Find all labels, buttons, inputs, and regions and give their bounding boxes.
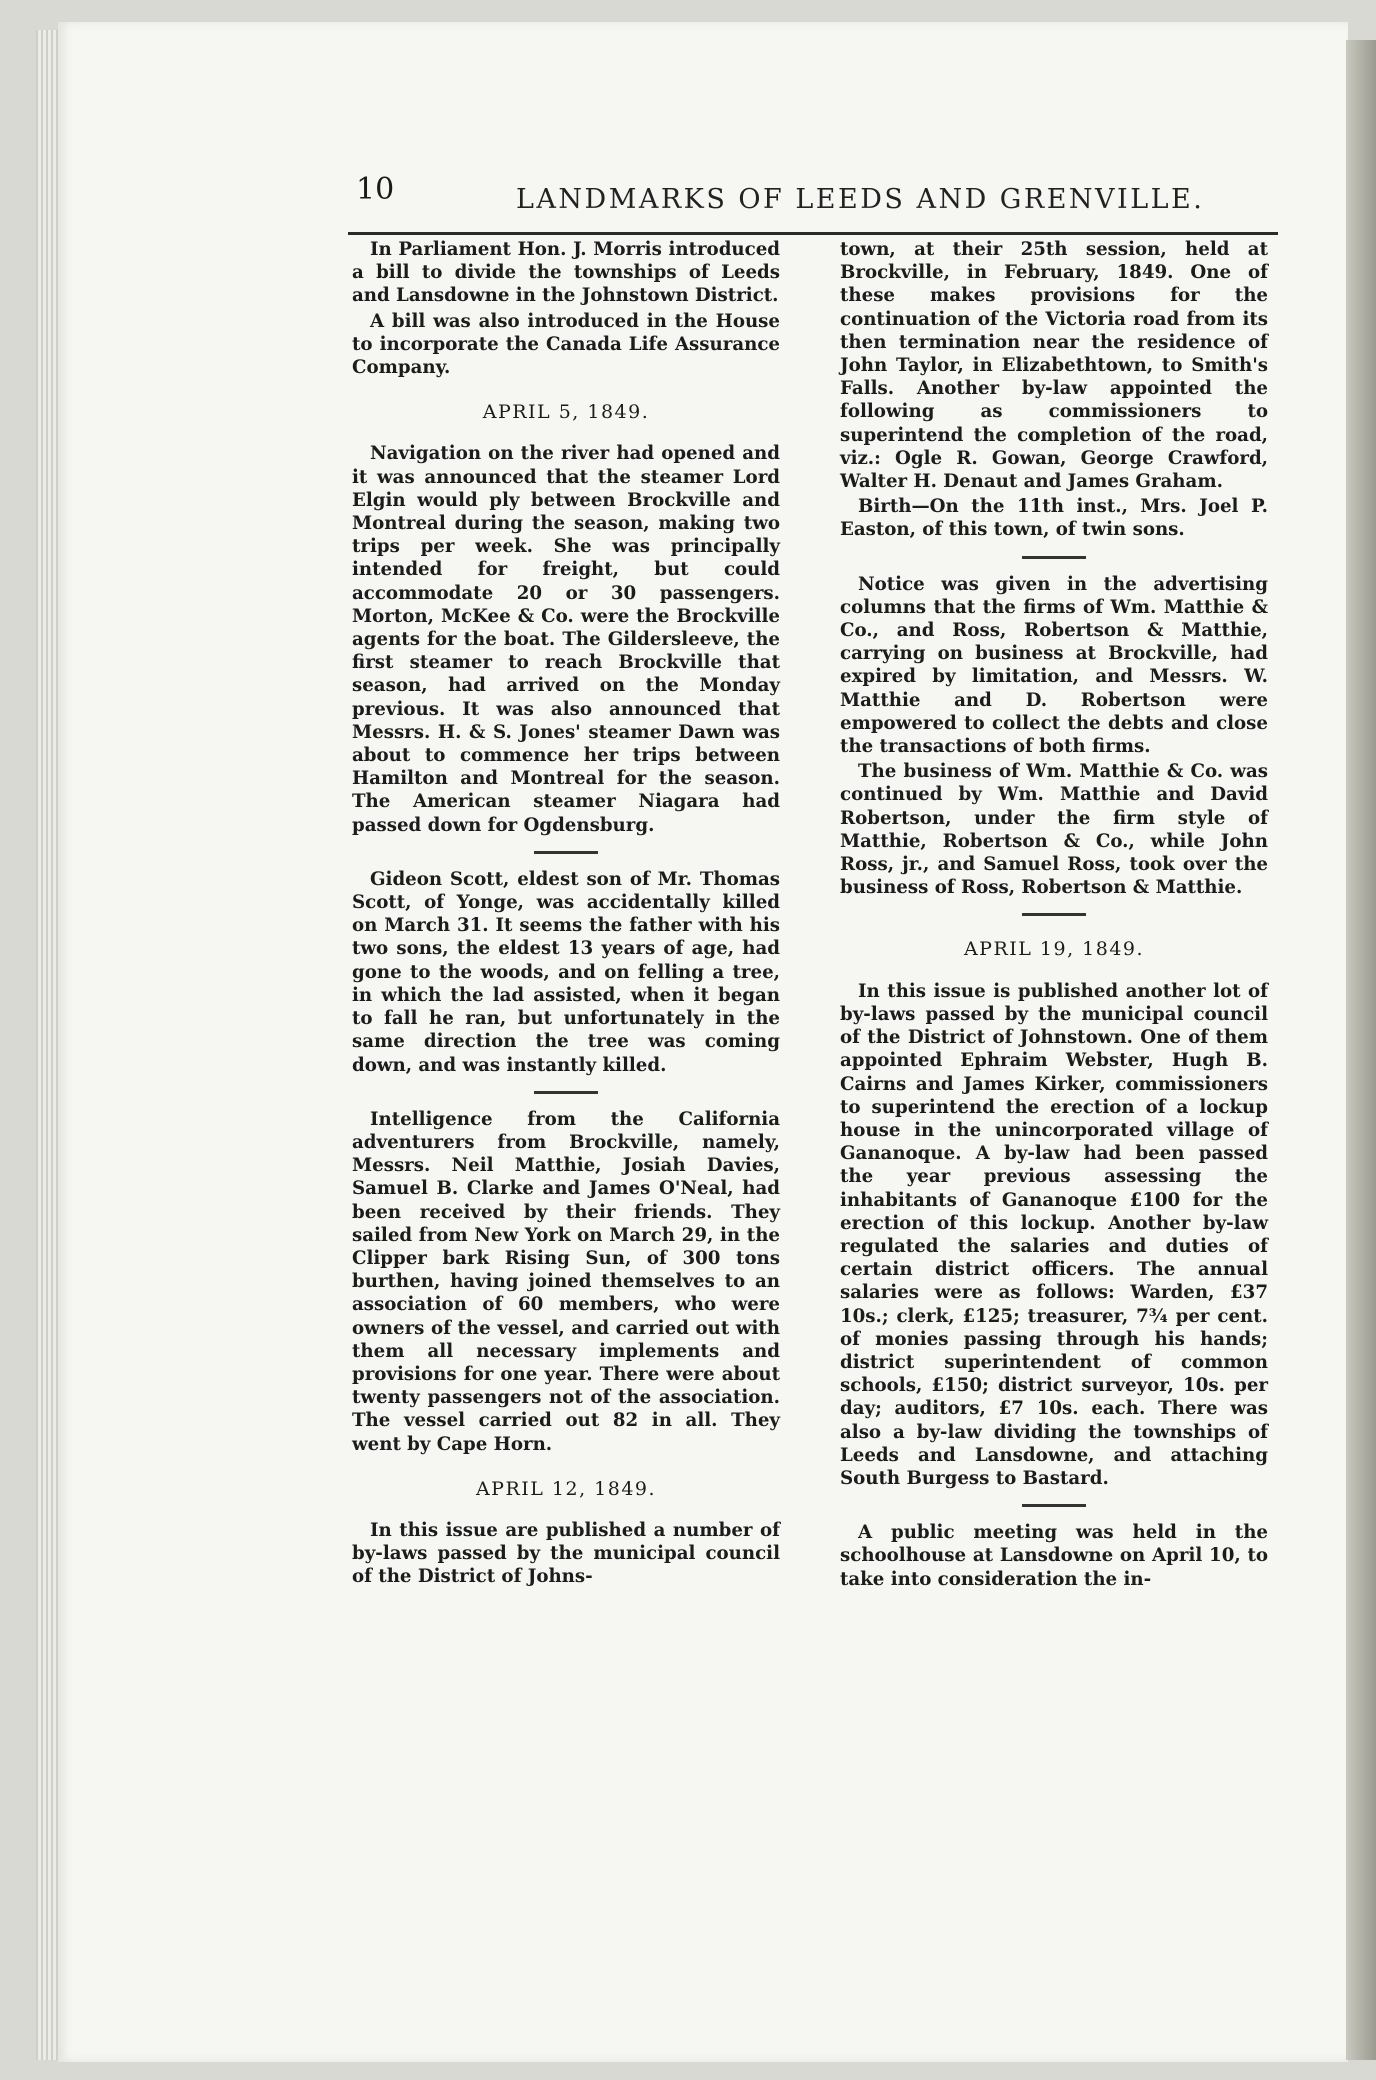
section-separator [534, 851, 598, 854]
paragraph: Navigation on the river had opened and it was announced that the steamer Lord Elgin would ply between Brockville and Montreal during the season, making two trips per week. She was principally intended for freight, but could accommodate 20 or 30 passengers. Morton, McKee & Co. were the Brockville agents for the boat. The Gildersleeve, the first steamer to reach Brockville that season, had arrived on the Monday previous. It was also announced that Messrs. H. & S. Jones' steamer Dawn was about to commence her trips between Hamilton and Montreal for the season. The American steamer Niagara had passed down for Ogdensburg. [352, 443, 780, 836]
date-heading: APRIL 19, 1849. [963, 938, 1145, 961]
date-heading: APRIL 12, 1849. [475, 1477, 657, 1500]
running-title: LANDMARKS OF LEEDS AND GRENVILLE. [516, 184, 1205, 215]
section-separator [534, 1091, 598, 1094]
left-column [352, 238, 780, 1589]
page-number: 10 [356, 172, 395, 207]
paragraph: A bill was also introduced in the House to incorporate the Canada Life Assurance Company. [352, 310, 780, 379]
paragraph: A public meeting was held in the schoolhouse at Lansdowne on April 10, to take into consideration the in- [840, 1522, 1268, 1590]
paragraph: Gideon Scott, eldest son of Mr. Thomas Scott, of Yonge, was accidentally killed on March 31. It seems the father with his two sons, the eldest 13 years of age, had gone to the woods, and on felling a tree, in which the lad assisted, when it began to fall he ran, but unfortunately in the same direction the tree was coming down, and was instantly killed. [352, 868, 780, 1076]
header-rule [348, 232, 1278, 235]
page-stack-edge-left [36, 30, 60, 2060]
paragraph: Intelligence from the California adventurers from Brockville, namely, Messrs. Neil Matthie, Josiah Davies, Samuel B. Clarke and James O'Neal, had been received by their friends. They sailed from New York on March 29, in the Clipper bark Rising Sun, of 300 tons burthen, having joined themselves to an association of 60 members, who were owners of the vessel, and carried out with them all necessary implements and provisions for one year. There were about twenty passengers not of the association. The vessel carried out 82 in all. They went by Cape Horn. [352, 1108, 780, 1455]
paragraph: town, at their 25th session, held at Brockville, in February, 1849. One of these makes provisions for the continuation of the Victoria road from its then termination near the residence of John Taylor, in Elizabethtown, to Smith's Falls. Another by-law appointed the following as commissioners to superintend the completion of the road, viz.: Ogle R. Gowan, George Crawford, Walter H. Denaut and James Graham. [840, 239, 1268, 493]
paragraph: In Parliament Hon. J. Morris introduced a bill to divide the townships of Leeds and Lansdowne in the Johnstown District. [352, 239, 780, 307]
page-edge-right [1346, 40, 1376, 2060]
section-separator [1022, 913, 1086, 916]
date-heading: APRIL 5, 1849. [482, 401, 650, 424]
section-separator [1022, 1504, 1086, 1507]
paragraph: In this issue is published another lot of by-laws passed by the municipal council of the District of Johnstown. One of them appointed Ephraim Webster, Hugh B. Cairns and James Kirker, commissioners to superintend the erection of a lockup house in the unincorporated village of Gananoque. A by-law had been passed the year previous assessing the inhabitants of Gananoque £100 for the erection of this lockup. Another by-law regulated the salaries and duties of certain district officers. The annual salaries were as follows: Warden, £37 10s.; clerk, £125; treasurer, 7¾ per cent. of monies passing through his hands; district superintendent of common schools, £150; district surveyor, 10s. per day; auditors, £7 10s. each. There was also a by-law dividing the townships of Leeds and Lansdowne, and attaching South Burgess to Bastard. [840, 980, 1268, 1489]
paragraph: In this issue are published a number of by-laws passed by the municipal council of the District of Johns- [352, 1519, 780, 1588]
section-separator [1022, 556, 1086, 559]
paragraph: The business of Wm. Matthie & Co. was continued by Wm. Matthie and David Robertson, under the firm style of Matthie, Robertson & Co., while John Ross, jr., and Samuel Ross, took over the business of Ross, Robertson & Matthie. [840, 761, 1268, 899]
paragraph: Birth—On the 11th inst., Mrs. Joel P. Easton, of this town, of twin sons. [840, 496, 1268, 541]
paragraph: Notice was given in the advertising columns that the firms of Wm. Matthie & Co., and Ross, Robertson & Matthie, carrying on business at Brockville, had expired by limitation, and Messrs. W. Matthie and D. Robertson were empowered to collect the debts and close the transactions of both firms. [840, 573, 1268, 758]
right-column [840, 238, 1268, 1591]
